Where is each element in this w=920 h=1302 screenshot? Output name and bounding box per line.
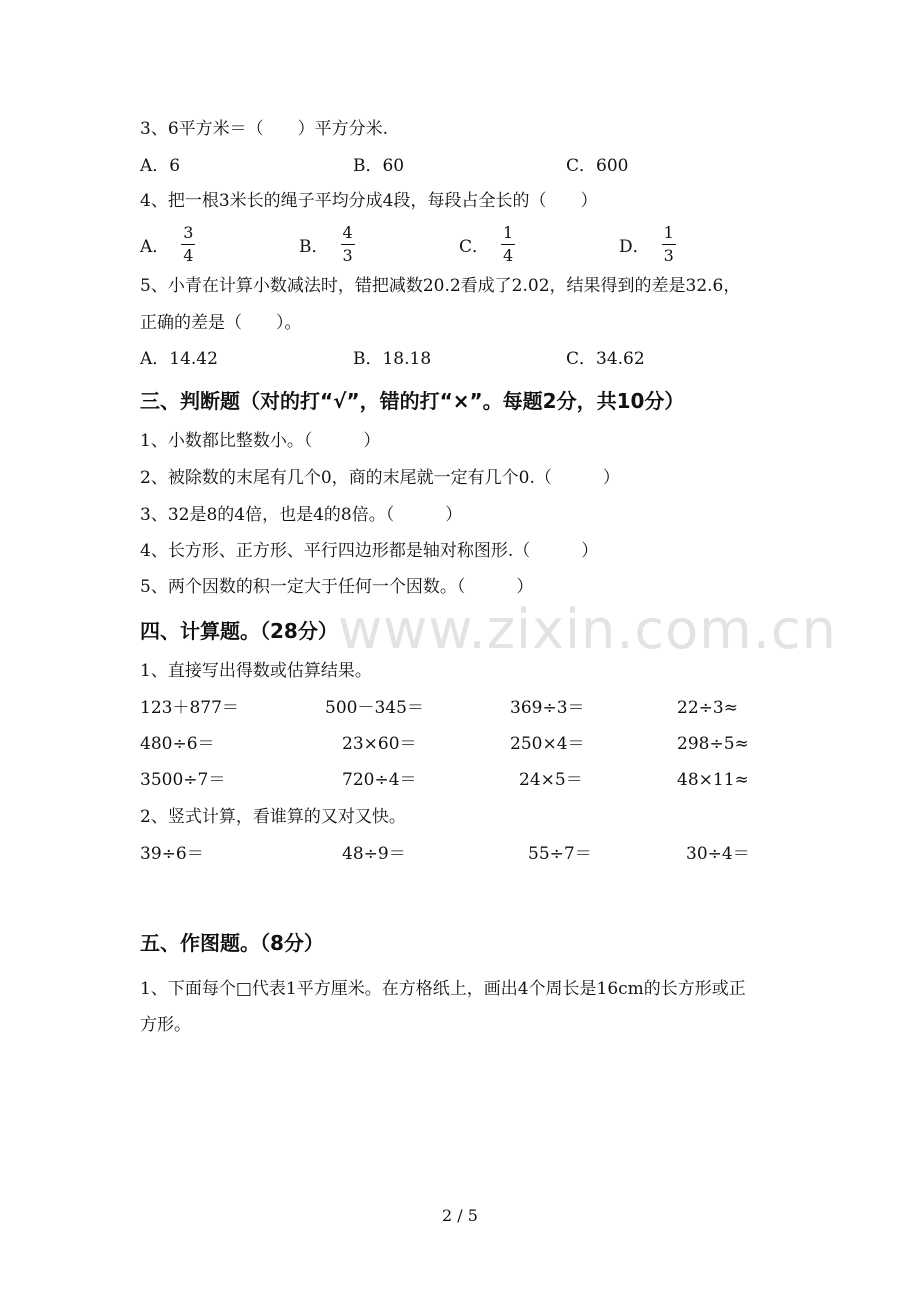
calc-item: 48×11≈ [677, 770, 749, 790]
calc-item: 298÷5≈ [677, 734, 749, 754]
vertical-calc-item: 39÷6＝ [140, 844, 204, 864]
fraction [181, 224, 195, 265]
watermark: www.zixin.com.cn [338, 598, 837, 661]
calc-item: 720÷4＝ [342, 770, 417, 790]
q5-option-c: C．34.62 [566, 349, 645, 369]
q4-option-b [299, 222, 355, 266]
calc-instruction-1: 1、直接写出得数或估算结果。 [140, 661, 372, 681]
question-4-stem: 4、把一根3米长的绳子平均分成4段，每段占全长的（ ） [140, 191, 598, 211]
fraction [341, 224, 355, 265]
judge-item-4: 4、长方形、正方形、平行四边形都是轴对称图形.（ ） [140, 541, 599, 561]
numerator: 4 [342, 222, 353, 242]
fraction-bar [501, 244, 515, 245]
question-5-stem-line2: 正确的差是（ ）。 [140, 313, 302, 333]
drawing-question-line2: 方形。 [140, 1015, 191, 1035]
q3-option-a: A．6 [140, 156, 181, 176]
denominator: 4 [503, 245, 514, 265]
question-3-stem: 3、6平方米＝（ ）平方分米. [140, 119, 389, 139]
calc-item: 23×60＝ [342, 734, 417, 754]
q4-option-a [140, 222, 195, 266]
q4-option-c [459, 222, 515, 266]
calc-item: 369÷3＝ [510, 698, 585, 718]
fraction-bar [662, 244, 676, 245]
vertical-calc-item: 55÷7＝ [528, 844, 592, 864]
calc-instruction-2: 2、竖式计算，看谁算的又对又快。 [140, 807, 406, 827]
q3-option-b: B．60 [353, 156, 405, 176]
q4-option-d [619, 222, 676, 266]
option-label: A． [140, 236, 170, 257]
section-3-title: 三、判断题（对的打“√”，错的打“×”。每题2分，共10分） [140, 389, 685, 413]
judge-item-5: 5、两个因数的积一定大于任何一个因数。（ ） [140, 577, 534, 597]
vertical-calc-item: 48÷9＝ [342, 844, 406, 864]
option-label: D． [619, 236, 650, 257]
denominator: 3 [342, 245, 353, 265]
fraction [662, 224, 676, 265]
calc-item: 500－345＝ [325, 698, 424, 718]
option-label: C． [459, 236, 490, 257]
judge-item-3: 3、32是8的4倍，也是4的8倍。（ ） [140, 505, 463, 525]
calc-item: 480÷6＝ [140, 734, 215, 754]
calc-item: 24×5＝ [519, 770, 583, 790]
calc-item: 3500÷7＝ [140, 770, 226, 790]
judge-item-1: 1、小数都比整数小。（ ） [140, 431, 381, 451]
question-5-stem-line1: 5、小青在计算小数减法时，错把减数20.2看成了2.02，结果得到的差是32.6， [140, 276, 741, 296]
page-number: 2 / 5 [442, 1206, 478, 1225]
q3-option-c: C．600 [566, 156, 629, 176]
judge-item-2: 2、被除数的末尾有几个0，商的末尾就一定有几个0.（ ） [140, 468, 620, 488]
fraction [501, 224, 515, 265]
q5-option-b: B．18.18 [353, 349, 432, 369]
vertical-calc-item: 30÷4＝ [686, 844, 750, 864]
calc-item: 250×4＝ [510, 734, 585, 754]
fraction-bar [341, 244, 355, 245]
drawing-question-line1: 1、下面每个□代表1平方厘米。在方格纸上，画出4个周长是16cm的长方形或正 [140, 979, 746, 999]
denominator: 3 [663, 245, 674, 265]
numerator: 1 [503, 222, 514, 242]
option-label: B． [299, 236, 329, 257]
section-4-title: 四、计算题。（28分） [140, 619, 338, 643]
calc-item: 123＋877＝ [140, 698, 239, 718]
denominator: 4 [183, 245, 194, 265]
fraction-bar [181, 244, 195, 245]
q5-option-a: A．14.42 [140, 349, 218, 369]
numerator: 1 [663, 222, 674, 242]
section-5-title: 五、作图题。（8分） [140, 931, 324, 955]
numerator: 3 [183, 222, 194, 242]
calc-item: 22÷3≈ [677, 698, 738, 718]
